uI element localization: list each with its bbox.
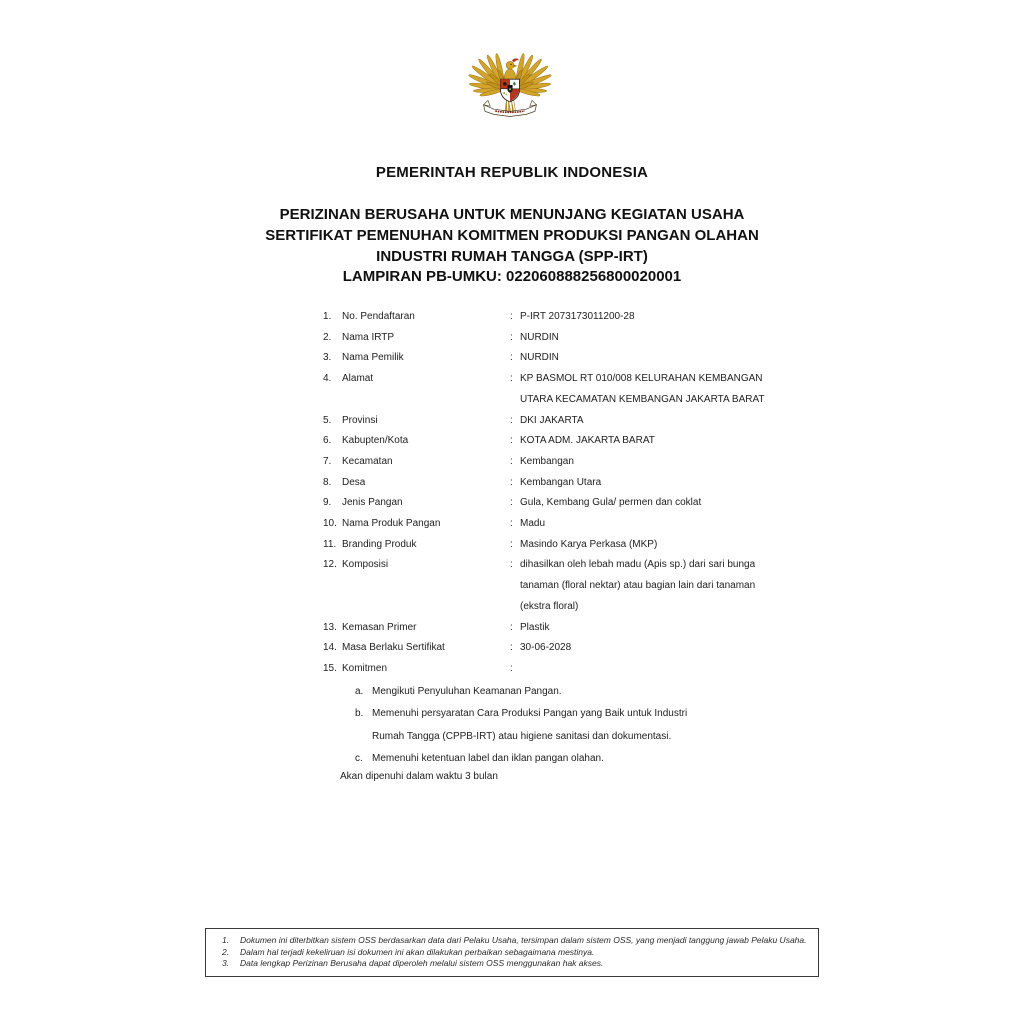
detail-value: NURDIN bbox=[520, 331, 559, 343]
detail-colon: : bbox=[510, 538, 513, 550]
detail-row bbox=[323, 638, 793, 659]
detail-row bbox=[323, 431, 793, 452]
detail-value: KOTA ADM. JAKARTA BARAT bbox=[520, 435, 655, 447]
detail-colon: : bbox=[510, 414, 513, 426]
detail-number: 4. bbox=[323, 373, 332, 385]
footer-note bbox=[222, 947, 808, 959]
detail-row bbox=[323, 618, 793, 639]
komitmen-text: Memenuhi ketentuan label dan iklan pangan olahan. bbox=[372, 752, 604, 764]
garuda-pancasila-emblem-icon bbox=[466, 46, 554, 124]
footer-note bbox=[222, 958, 808, 970]
footer-note-text: Dalam hal terjadi kekeliruan isi dokumen ini akan dilakukan perbaikan sebagaimana mestinya. bbox=[240, 946, 595, 957]
detail-label: Komitmen bbox=[342, 662, 388, 674]
detail-label: Komposisi bbox=[342, 559, 389, 571]
garuda-svg bbox=[466, 46, 554, 124]
komitmen-letter: c. bbox=[355, 752, 363, 764]
document-title-line: PERIZINAN BERUSAHA UNTUK MENUNJANG KEGIATAN USAHA bbox=[279, 206, 745, 223]
detail-label: No. Pendaftaran bbox=[342, 311, 415, 322]
detail-number: 8. bbox=[323, 476, 332, 488]
komitmen-list bbox=[355, 681, 735, 770]
detail-value: Plastik bbox=[520, 621, 550, 633]
document-title-block bbox=[0, 205, 1024, 288]
document-title-line: LAMPIRAN PB-UMKU: 022060888256800020001 bbox=[342, 268, 682, 286]
komitmen-item bbox=[355, 703, 735, 748]
footer-disclaimer-box bbox=[205, 928, 819, 977]
detail-number: 6. bbox=[323, 435, 332, 447]
detail-number: 7. bbox=[323, 455, 332, 467]
detail-value: Kembangan Utara bbox=[520, 476, 602, 488]
komitmen-item bbox=[355, 681, 735, 703]
detail-label: Kabupten/Kota bbox=[342, 435, 409, 447]
detail-number: 5. bbox=[323, 414, 332, 426]
footer-note-number: 3. bbox=[222, 958, 230, 969]
detail-colon: : bbox=[510, 621, 513, 633]
detail-value: Gula, Kembang Gula/ permen dan coklat bbox=[520, 497, 702, 509]
detail-row bbox=[323, 535, 793, 556]
detail-number: 1. bbox=[323, 311, 332, 322]
detail-row bbox=[323, 411, 793, 432]
detail-number: 2. bbox=[323, 331, 332, 343]
detail-number: 3. bbox=[323, 352, 332, 364]
detail-number: 13. bbox=[323, 621, 337, 633]
detail-value: 30-06-2028 bbox=[520, 642, 572, 654]
detail-row bbox=[323, 493, 793, 514]
footer-note bbox=[222, 935, 808, 947]
footer-note-text: Data lengkap Perizinan Berusaha dapat diperoleh melalui sistem OSS menggunakan hak akses. bbox=[240, 958, 604, 969]
detail-colon: : bbox=[510, 518, 513, 530]
footer-note-number: 2. bbox=[222, 946, 230, 957]
detail-colon: : bbox=[510, 642, 513, 654]
details-list bbox=[323, 307, 793, 680]
detail-number: 12. bbox=[323, 559, 337, 571]
detail-colon: : bbox=[510, 455, 513, 467]
detail-label: Nama Pemilik bbox=[342, 352, 404, 364]
detail-label: Desa bbox=[342, 476, 366, 488]
detail-label: Jenis Pangan bbox=[342, 497, 403, 509]
detail-colon: : bbox=[510, 476, 513, 488]
detail-row bbox=[323, 555, 793, 617]
detail-number: 15. bbox=[323, 662, 337, 674]
detail-value: dihasilkan oleh lebah madu (Apis sp.) dari sari bunga tanaman (floral nektar) atau bagian lain dari tanaman (ekstra floral) bbox=[520, 559, 756, 612]
detail-number: 14. bbox=[323, 642, 337, 654]
detail-value: Masindo Karya Perkasa (MKP) bbox=[520, 538, 658, 550]
detail-label: Branding Produk bbox=[342, 538, 417, 550]
footer-note-number: 1. bbox=[222, 935, 230, 945]
komitmen-letter: a. bbox=[355, 686, 364, 697]
detail-value: P-IRT 2073173011200-28 bbox=[520, 311, 635, 322]
komitmen-letter: b. bbox=[355, 708, 364, 720]
komitmen-text: Mengikuti Penyuluhan Keamanan Pangan. bbox=[372, 686, 562, 697]
detail-row bbox=[323, 369, 793, 410]
detail-row bbox=[323, 473, 793, 494]
detail-row bbox=[323, 328, 793, 349]
document-title-line: SERTIFIKAT PEMENUHAN KOMITMEN PRODUKSI PANGAN OLAHAN bbox=[265, 226, 759, 244]
detail-colon: : bbox=[510, 435, 513, 447]
detail-row bbox=[323, 307, 793, 328]
detail-label: Kemasan Primer bbox=[342, 621, 417, 633]
detail-value: DKI JAKARTA bbox=[520, 414, 584, 426]
detail-colon: : bbox=[510, 373, 513, 385]
detail-value: Madu bbox=[520, 518, 546, 530]
detail-number: 10. bbox=[323, 518, 337, 530]
svg-text:★: ★ bbox=[508, 86, 512, 92]
government-title: PEMERINTAH REPUBLIK INDONESIA bbox=[375, 164, 649, 181]
detail-colon: : bbox=[510, 352, 513, 364]
detail-number: 11. bbox=[323, 538, 337, 550]
detail-colon: : bbox=[510, 311, 513, 322]
detail-row bbox=[323, 452, 793, 473]
detail-label: Masa Berlaku Sertifikat bbox=[342, 642, 445, 654]
detail-label: Kecamatan bbox=[342, 455, 393, 467]
komitmen-item bbox=[355, 748, 735, 770]
detail-colon: : bbox=[510, 559, 513, 571]
detail-value: Kembangan bbox=[520, 455, 574, 467]
detail-value: NURDIN bbox=[520, 352, 559, 364]
detail-label: Nama IRTP bbox=[342, 331, 395, 343]
detail-colon: : bbox=[510, 662, 513, 674]
footer-note-text: Dokumen ini diterbitkan sistem OSS berdasarkan data dari Pelaku Usaha, tersimpan dalam sistem OSS, yang menjadi tanggung jawab Pelaku Usaha. bbox=[240, 935, 807, 945]
detail-row bbox=[323, 514, 793, 535]
detail-label: Nama Produk Pangan bbox=[342, 518, 441, 530]
detail-number: 9. bbox=[323, 497, 332, 509]
komitmen-text: Memenuhi persyaratan Cara Produksi Pangan yang Baik untuk Industri Rumah Tangga (CPPB-IRT) atau higiene sanitasi dan dokumentasi. bbox=[372, 708, 688, 742]
detail-row bbox=[323, 659, 793, 680]
detail-value: KP BASMOL RT 010/008 KELURAHAN KEMBANGAN UTARA KECAMATAN KEMBANGAN JAKARTA BARAT bbox=[520, 373, 765, 405]
komitmen-closing: Akan dipenuhi dalam waktu 3 bulan bbox=[340, 771, 498, 782]
document-title-line: INDUSTRI RUMAH TANGGA (SPP-IRT) bbox=[376, 247, 648, 265]
detail-label: Alamat bbox=[342, 373, 374, 385]
detail-colon: : bbox=[510, 331, 513, 343]
detail-colon: : bbox=[510, 497, 513, 509]
detail-label: Provinsi bbox=[342, 414, 378, 426]
detail-row bbox=[323, 348, 793, 369]
